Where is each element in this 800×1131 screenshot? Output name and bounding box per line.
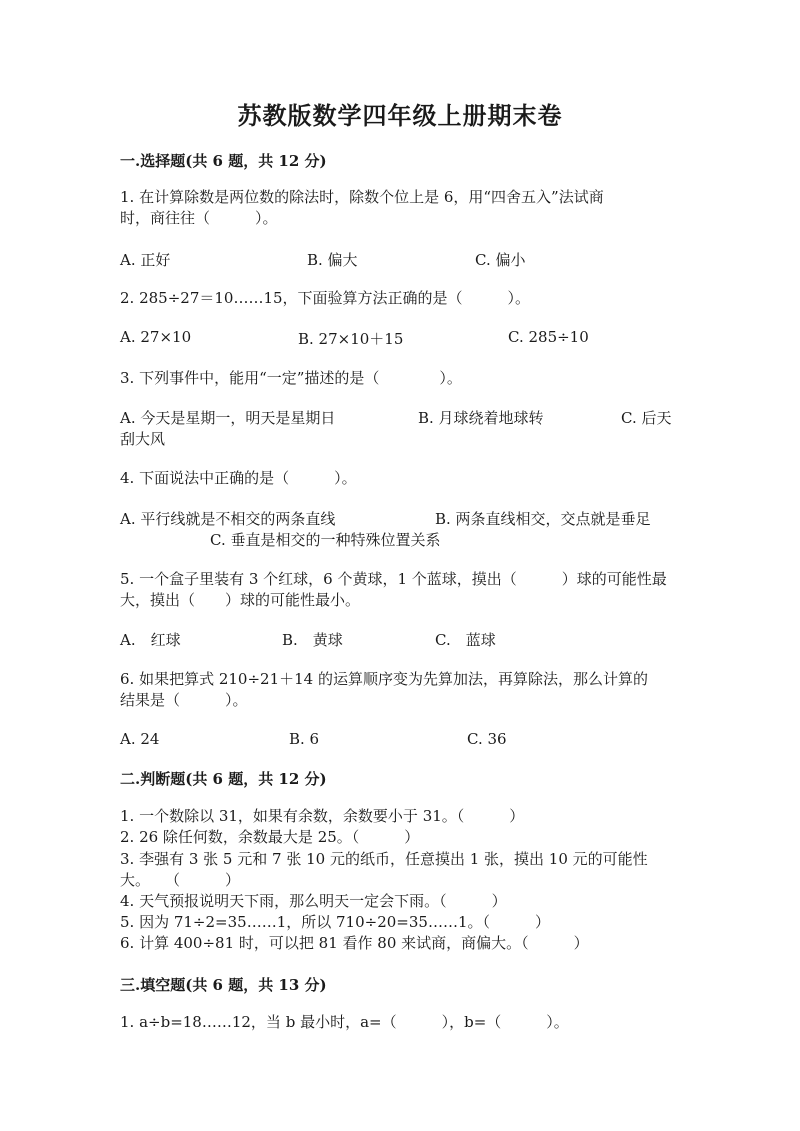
fill-blank-line: 1. a÷b=18……12，当 b 最小时，a=（ ），b=（ ）。	[120, 1013, 569, 1031]
question-text: 3. 下列事件中，能用“一定”描述的是（ ）。	[120, 369, 462, 387]
judgement-line: 2. 26 除任何数，余数最大是 25。（ ）	[120, 828, 420, 846]
section-heading: 三.填空题(共 6 题，共 13 分)	[120, 976, 327, 994]
question-text: 1. 在计算除数是两位数的除法时，除数个位上是 6，用“四舍五入”法试商	[120, 188, 604, 206]
question-text: 大，摸出（ ）球的可能性最小。	[120, 591, 361, 609]
option: C. 偏小	[475, 251, 526, 269]
option: A. 今天是星期一，明天是星期日	[120, 409, 336, 427]
page-title: 苏教版数学四年级上册期末卷	[237, 101, 563, 130]
question-text: 5. 一个盒子里装有 3 个红球，6 个黄球，1 个蓝球，摸出（ ）球的可能性最	[120, 570, 667, 588]
option: C. 蓝球	[435, 631, 496, 649]
option: C. 后天	[621, 409, 672, 427]
option: B. 黄球	[282, 631, 343, 649]
option: B. 两条直线相交，交点就是垂足	[435, 510, 651, 528]
section-heading: 一.选择题(共 6 题，共 12 分)	[120, 152, 327, 170]
judgement-line: 3. 李强有 3 张 5 元和 7 张 10 元的纸币，任意摸出 1 张，摸出 10 元的可能性	[120, 850, 648, 868]
judgement-line: 6. 计算 400÷81 时，可以把 81 看作 80 来试商，商偏大。（ ）	[120, 934, 589, 952]
option: C. 285÷10	[508, 328, 589, 346]
section-heading: 二.判断题(共 6 题，共 12 分)	[120, 770, 327, 788]
judgement-line: 4. 天气预报说明天下雨，那么明天一定会下雨。（ ）	[120, 892, 507, 910]
option: A. 24	[120, 730, 160, 748]
question-text: 时，商往往（ ）。	[120, 209, 278, 227]
option: A. 平行线就是不相交的两条直线	[120, 510, 336, 528]
option: B. 27×10＋15	[298, 330, 404, 348]
option: A. 正好	[120, 251, 171, 269]
option: B. 6	[289, 730, 320, 748]
judgement-line: 1. 一个数除以 31，如果有余数，余数要小于 31。（ ）	[120, 807, 525, 825]
option: A. 红球	[120, 631, 181, 649]
option: C. 垂直是相交的一种特殊位置关系	[210, 531, 441, 549]
judgement-line: 大。 （ ）	[120, 871, 241, 889]
option: B. 月球绕着地球转	[418, 409, 544, 427]
question-text: 2. 285÷27＝10……15，下面验算方法正确的是（ ）。	[120, 289, 531, 307]
option: B. 偏大	[307, 251, 358, 269]
option-continued: 刮大风	[120, 430, 166, 448]
question-text: 结果是（ ）。	[120, 691, 248, 709]
judgement-line: 5. 因为 71÷2=35……1，所以 710÷20=35……1。（ ）	[120, 913, 550, 931]
option: C. 36	[467, 730, 507, 748]
option: A. 27×10	[120, 328, 192, 346]
question-text: 4. 下面说法中正确的是（ ）。	[120, 469, 357, 487]
question-text: 6. 如果把算式 210÷21＋14 的运算顺序变为先算加法，再算除法，那么计算的	[120, 670, 648, 688]
